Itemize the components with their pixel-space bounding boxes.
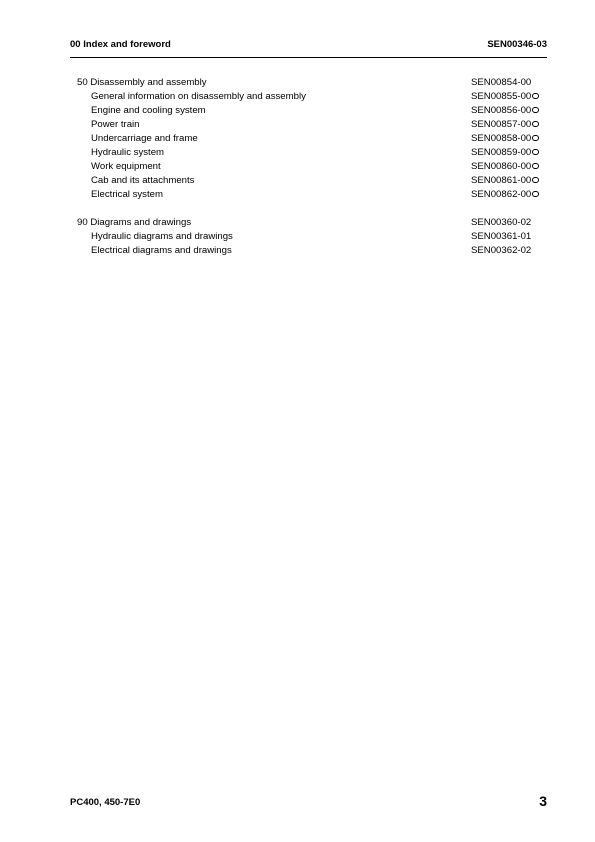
header-document-code: SEN00346-03	[487, 39, 547, 50]
header-section-title: 00 Index and foreword	[70, 39, 171, 50]
toc-item	[77, 244, 547, 258]
toc-item-code: SEN00859-00	[471, 147, 532, 158]
toc-item-code-cell	[471, 146, 539, 160]
toc-item-title: Work equipment	[91, 161, 161, 172]
table-of-contents	[77, 76, 547, 272]
revision-mark-icon	[532, 135, 539, 142]
revision-mark-icon	[532, 107, 539, 114]
toc-item-code-cell	[471, 188, 539, 202]
toc-item-title: Electrical system	[91, 189, 163, 200]
toc-item-title: Power train	[91, 119, 140, 130]
footer-model-name: PC400, 450-7E0	[70, 797, 141, 808]
toc-section-title: 50 Disassembly and assembly	[77, 77, 207, 88]
toc-item	[77, 146, 547, 160]
toc-item	[77, 118, 547, 132]
toc-item-code: SEN00858-00	[471, 133, 532, 144]
toc-item	[77, 104, 547, 118]
toc-item-code-cell	[471, 90, 539, 104]
toc-item-title: Cab and its attachments	[91, 175, 195, 186]
toc-item-code-cell	[471, 104, 539, 118]
toc-section-code: SEN00360-02	[471, 217, 532, 228]
toc-item	[77, 188, 547, 202]
toc-item-title: Hydraulic system	[91, 147, 165, 158]
toc-item-title: Electrical diagrams and drawings	[91, 245, 232, 256]
toc-item-code-cell	[471, 118, 539, 132]
toc-item-code: SEN00861-00	[471, 175, 532, 186]
toc-item-title: Undercarriage and frame	[91, 133, 198, 144]
toc-item-code: SEN00361-01	[471, 231, 532, 242]
toc-section-diagrams	[77, 216, 547, 258]
toc-item-title: Engine and cooling system	[91, 105, 206, 116]
toc-item-code: SEN00857-00	[471, 119, 532, 130]
toc-item	[77, 90, 547, 104]
toc-item-code: SEN00860-00	[471, 161, 532, 172]
toc-item-code: SEN00855-00	[471, 91, 532, 102]
revision-mark-icon	[532, 149, 539, 156]
page-number: 3	[539, 793, 547, 809]
toc-item-code: SEN00362-02	[471, 245, 532, 256]
toc-item	[77, 230, 547, 244]
revision-mark-icon	[532, 177, 539, 184]
toc-item	[77, 160, 547, 174]
revision-mark-icon	[532, 93, 539, 100]
toc-item-code: SEN00856-00	[471, 105, 532, 116]
toc-section-code: SEN00854-00	[471, 77, 532, 88]
toc-item-title: Hydraulic diagrams and drawings	[91, 231, 233, 242]
toc-item-code-cell	[471, 174, 539, 188]
revision-mark-icon	[532, 191, 539, 198]
toc-item-title: General information on disassembly and assembly	[91, 91, 306, 102]
page-header	[70, 39, 547, 58]
toc-section-heading	[77, 76, 547, 90]
revision-mark-icon	[532, 121, 539, 128]
toc-item-code-cell	[471, 160, 539, 174]
toc-item-code: SEN00862-00	[471, 189, 532, 200]
toc-section-disassembly	[77, 76, 547, 202]
toc-item	[77, 132, 547, 146]
toc-item-code-cell	[471, 132, 539, 146]
toc-section-heading	[77, 216, 547, 230]
toc-item	[77, 174, 547, 188]
toc-section-title: 90 Diagrams and drawings	[77, 217, 192, 228]
revision-mark-icon	[532, 163, 539, 170]
